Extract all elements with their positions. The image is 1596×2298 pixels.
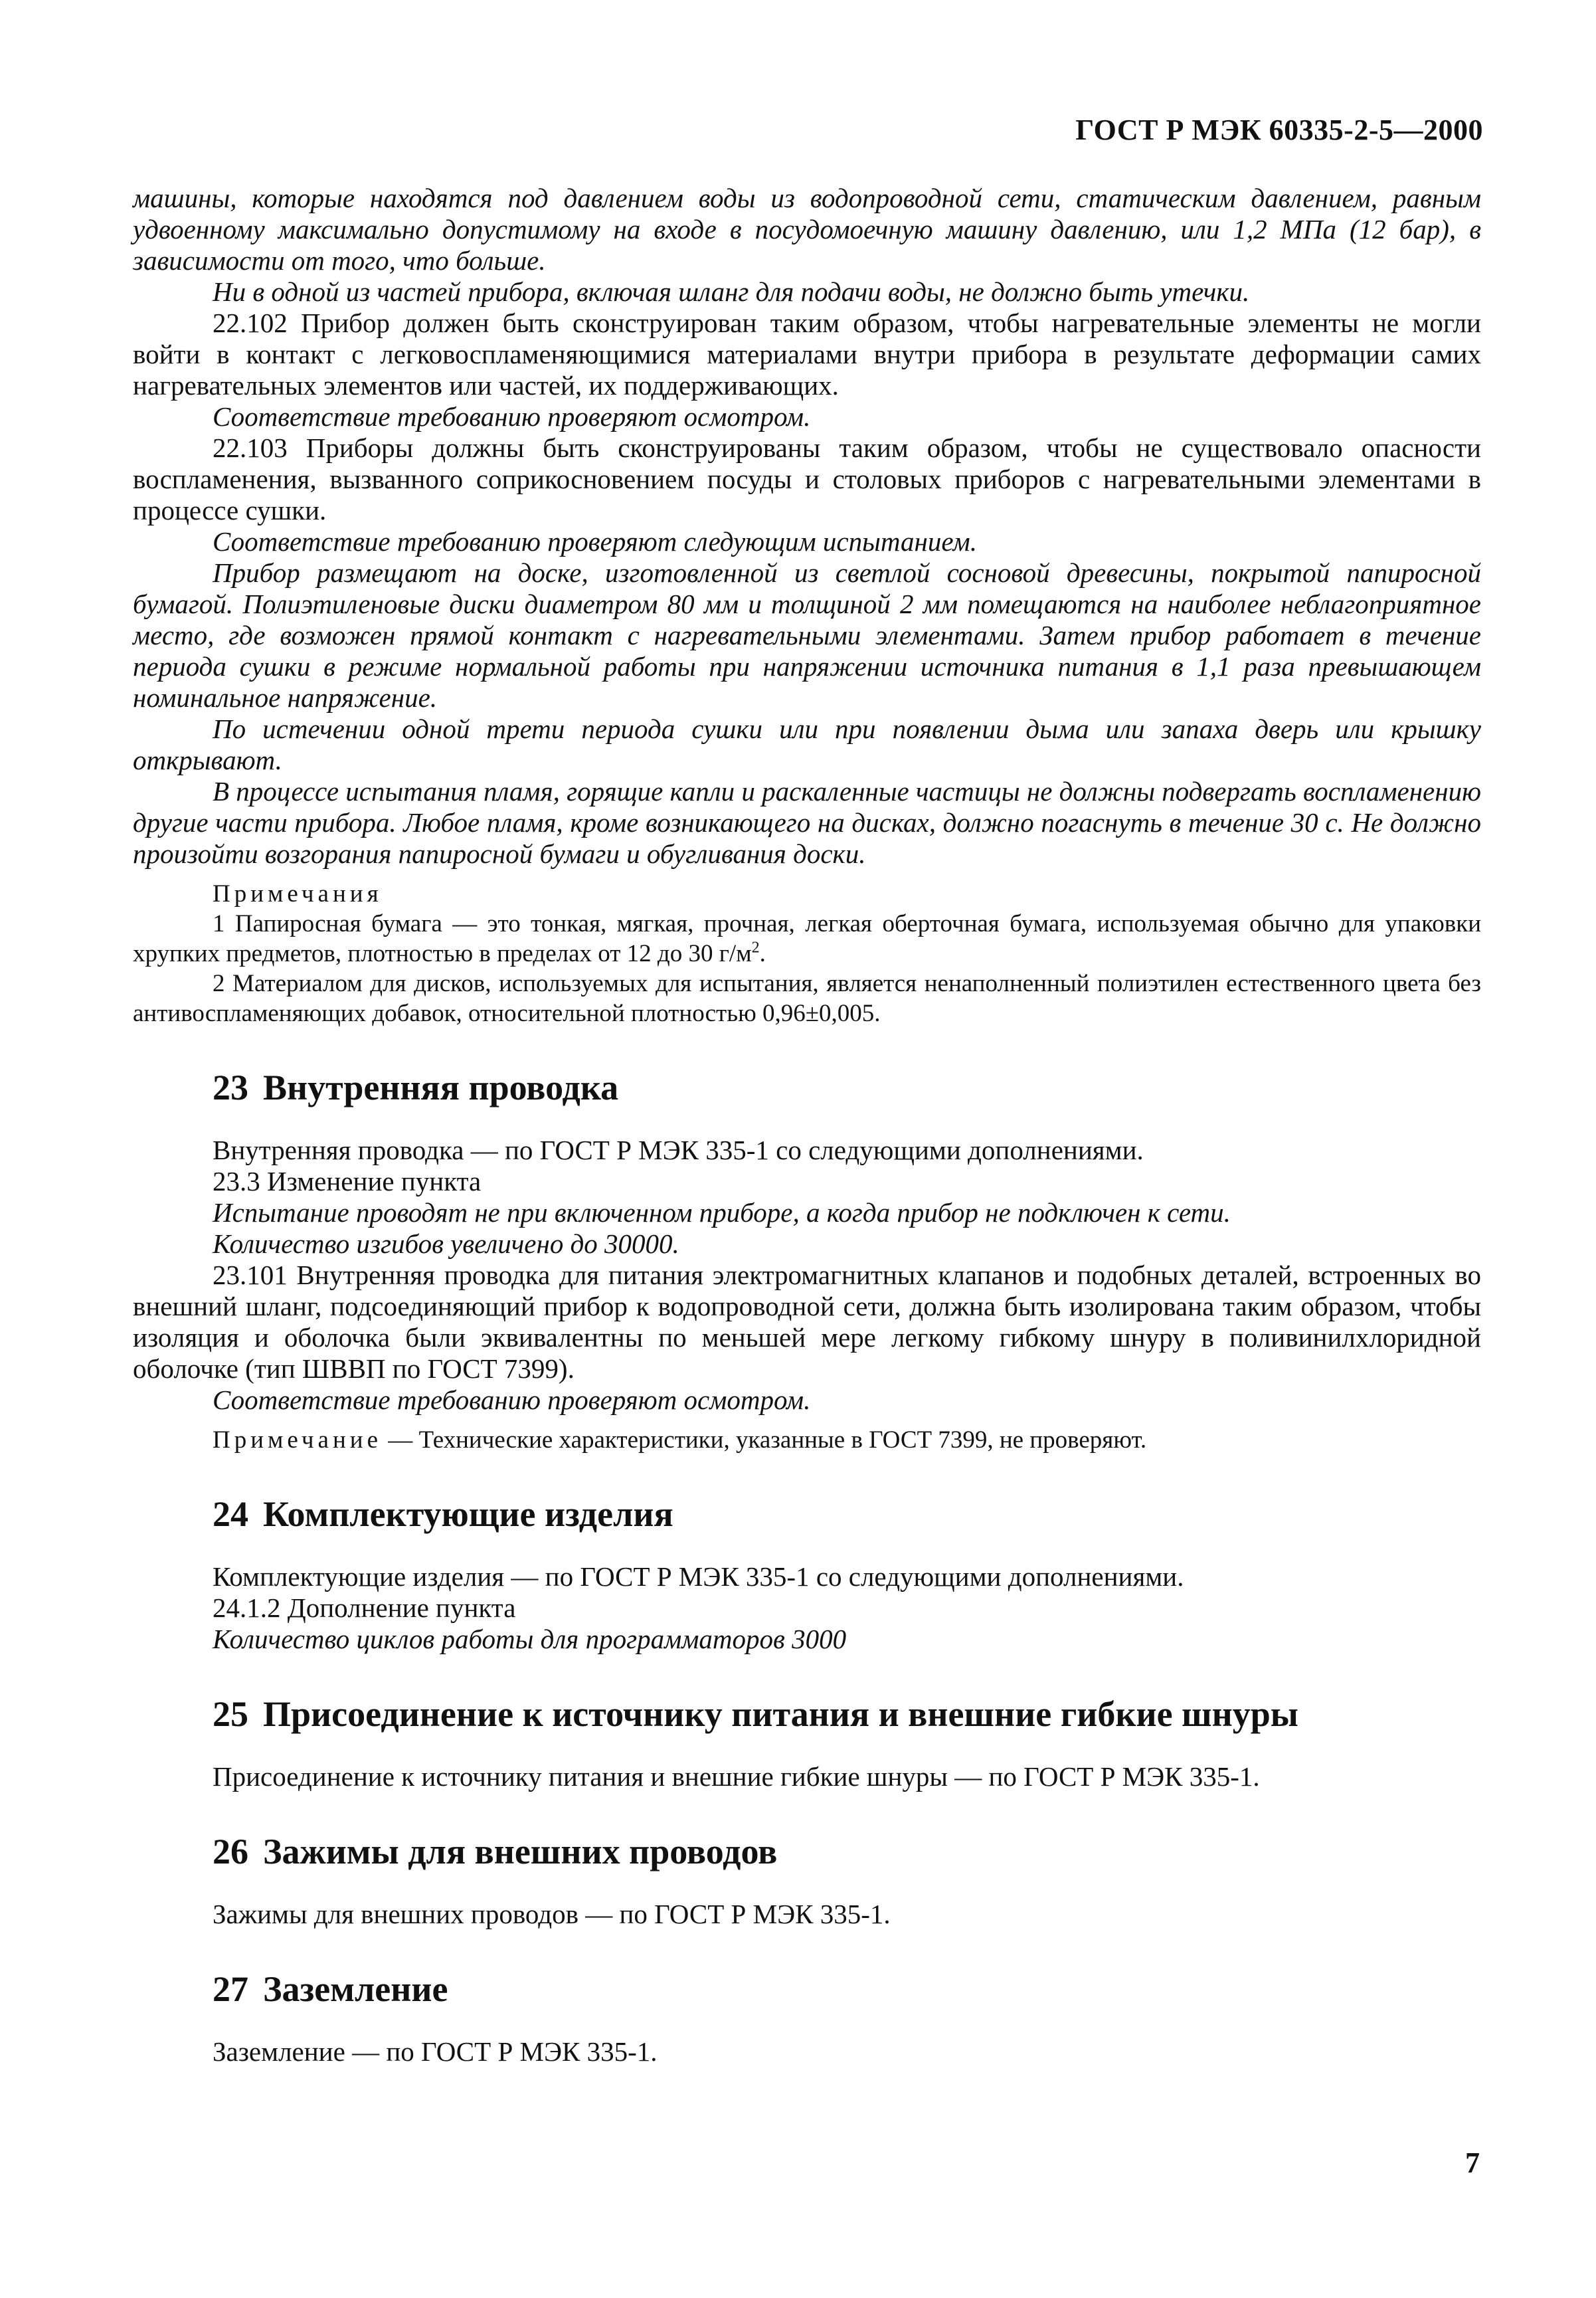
sec23-note-label: Примечание (213, 1426, 382, 1454)
sec23-note-text: — Технические характеристики, указанные в ГОСТ 7399, не проверяют. (382, 1426, 1147, 1454)
paragraph-continuation: машины, которые находятся под давлением воды из водопроводной сети, статическим давлением, равным удвоенному максимально допустимому на входе в посудомоечную машину давлению, или 1,2 МПа (12 бар), в зависимости от того, что больше. (133, 183, 1481, 276)
sec26-text: Зажимы для внешних проводов — по ГОСТ Р МЭК 335-1. (213, 1899, 891, 1929)
running-header: ГОСТ Р МЭК 60335-2-5—2000 (1075, 114, 1483, 146)
sec27-text: Заземление — по ГОСТ Р МЭК 335-1. (213, 2036, 658, 2067)
section-title: Внутренняя проводка (263, 1068, 619, 1107)
paragraph-no-leak: Ни в одной из частей прибора, включая шланг для подачи воды, не должно быть утечки. (213, 276, 1250, 307)
section-heading-25 (213, 1693, 1481, 1735)
sec23-clause-23-101: 23.101 Внутренняя проводка для питания электромагнитных клапанов и подобных деталей, встроенных во внешний шланг, подсоединяющий прибор к водопроводной сети, должна быть изолирована таким образом, чтобы изоляция и оболочка были эквивалентны по меньшей мере легкому гибкому шнуру в поливинилхлоридной оболочке (тип ШВВП по ГОСТ 7399). (133, 1260, 1481, 1384)
section-heading-27 (213, 1968, 1481, 2010)
sec24-clause: 24.1.2 Дополнение пункта (213, 1592, 516, 1623)
section-number: 24 (213, 1494, 248, 1534)
sec24-cycles: Количество циклов работы для программаторов 3000 (213, 1624, 847, 1654)
sec25-text: Присоединение к источнику питания и внешние гибкие шнуры — по ГОСТ Р МЭК 335-1. (213, 1761, 1260, 1792)
sec23-intro: Внутренняя проводка — по ГОСТ Р МЭК 335-1 со следующими дополнениями. (213, 1135, 1144, 1165)
compliance-inspection: Соответствие требованию проверяют осмотром. (213, 401, 811, 432)
section-title: Заземление (263, 1969, 448, 2009)
sec23-test-condition: Испытание проводят не при включенном приборе, а когда прибор не подключен к сети. (213, 1197, 1231, 1228)
clause-22-103: 22.103 Приборы должны быть сконструированы таким образом, чтобы не существовало опасности воспламенения, вызванного соприкосновением посуды и столовых приборов с нагревательными элементами в процессе сушки. (133, 432, 1481, 526)
note-2: 2 Материалом для дисков, используемых для испытания, является ненаполненный полиэтилен естественного цвета без антивоспламеняющих добавок, относительной плотностью 0,96±0,005. (133, 970, 1481, 1027)
section-number: 25 (213, 1694, 248, 1734)
test-door-open: По истечении одной трети периода сушки или при появлении дыма или запаха дверь или крышку открывают. (133, 714, 1481, 775)
section-title: Комплектующие изделия (263, 1494, 673, 1534)
section-number: 27 (213, 1969, 248, 2009)
test-criteria: В процессе испытания пламя, горящие капли и раскаленные частицы не должны подвергать воспламенению другие части прибора. Любое пламя, кроме возникающего на дисках, должно погаснуть в течение 30 с. Не должно произойти возгорания папиросной бумаги и обугливания доски. (133, 776, 1481, 869)
sec23-note (133, 1425, 1481, 1455)
section-number: 26 (213, 1832, 248, 1871)
section-title: Зажимы для внешних проводов (263, 1832, 778, 1871)
sec23-bends: Количество изгибов увеличено до 30000. (213, 1228, 679, 1259)
test-procedure: Прибор размещают на доске, изготовленной из светлой сосновой древесины, покрытой папиросной бумагой. Полиэтиленовые диски диаметром 80 мм и толщиной 2 мм помещаются на наиболее неблагоприятное место, где возможен прямой контакт с нагревательными элементами. Затем прибор работает в течение периода сушки в режиме нормальной работы при напряжении источника питания в 1,1 раза превышающем номинальное напряжение. (133, 557, 1481, 713)
clause-22-102: 22.102 Прибор должен быть сконструирован таким образом, чтобы нагревательные элементы не могли войти в контакт с легковоспламеняющимися материалами внутри прибора в результате деформации самих нагревательных элементов или частей, их поддерживающих. (133, 308, 1481, 401)
sec24-intro: Комплектующие изделия — по ГОСТ Р МЭК 335-1 со следующими дополнениями. (213, 1561, 1184, 1592)
section-heading-26 (213, 1831, 1481, 1872)
section-heading-24 (213, 1493, 1481, 1535)
notes-title: Примечания (213, 880, 383, 908)
section-number: 23 (213, 1068, 248, 1107)
compliance-test: Соответствие требованию проверяют следующим испытанием. (213, 526, 977, 557)
note-1-text: 1 Папиросная бумага — это тонкая, мягкая, прочная, легкая оберточная бумага, используемая обычно для упаковки хрупких предметов, плотностью в пределах от 12 до 30 г/м (133, 910, 1481, 967)
page-number: 7 (1465, 2147, 1480, 2179)
section-title: Присоединение к источнику питания и внешние гибкие шнуры (263, 1694, 1298, 1734)
note-1 (133, 909, 1481, 969)
page-content (133, 183, 1481, 2067)
section-heading-23 (213, 1067, 1481, 1108)
sec23-compliance: Соответствие требованию проверяют осмотром. (213, 1385, 811, 1415)
sec23-clause-23-3: 23.3 Изменение пункта (213, 1166, 482, 1197)
note-1-sup: 2 (751, 939, 760, 957)
note-1-end: . (759, 940, 766, 967)
